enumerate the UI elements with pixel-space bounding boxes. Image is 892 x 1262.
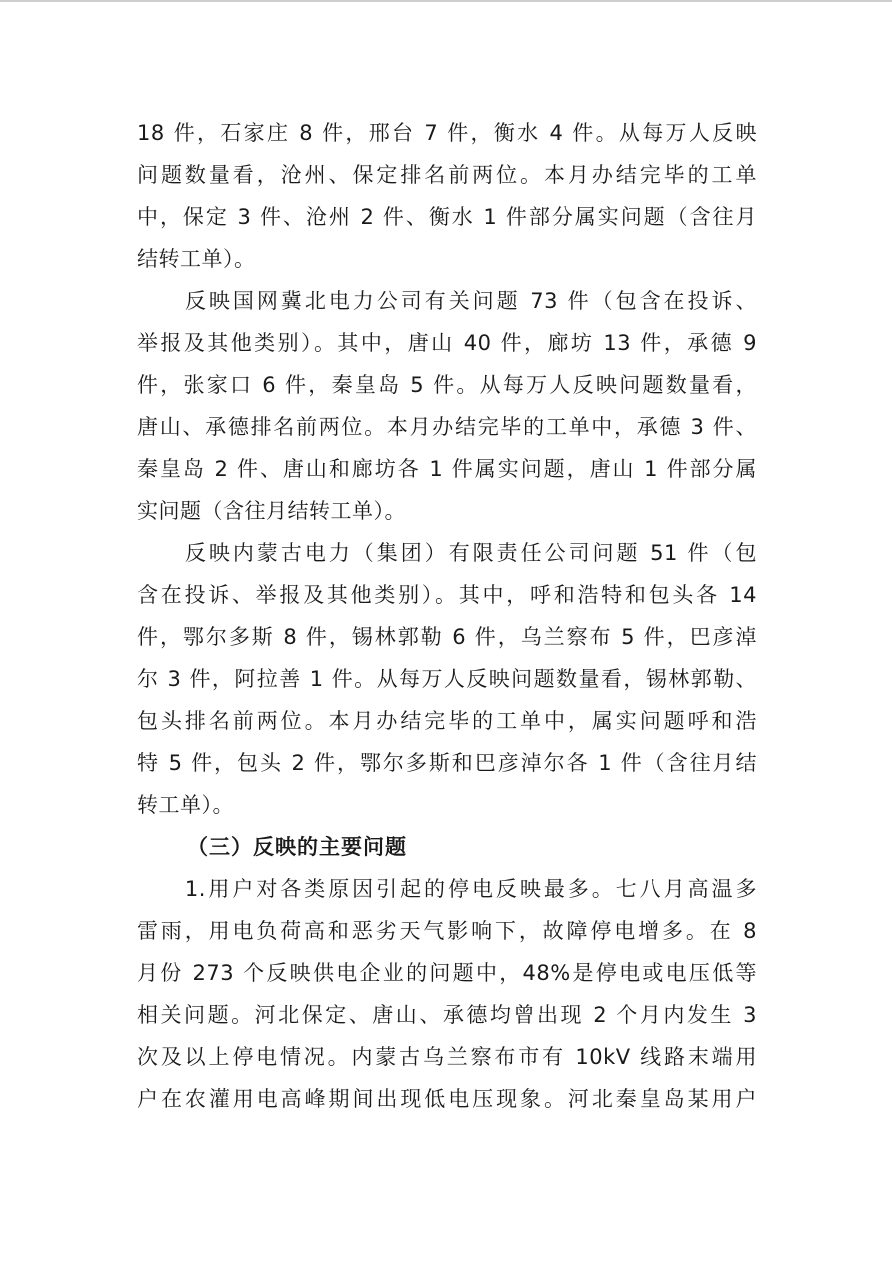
section-heading: （三）反映的主要问题 [187, 835, 407, 859]
text-line: 雷雨，用电负荷高和恶劣天气影响下，故障停电增多。在 8 [137, 919, 757, 943]
text-line: 反映内蒙古电力（集团）有限责任公司问题 51 件（包 [137, 541, 757, 565]
top-border [0, 0, 892, 2]
paragraph-jibei-power [137, 280, 757, 532]
paragraph-inner-mongolia-power [137, 532, 757, 826]
text-line: 月份 273 个反映供电企业的问题中，48%是停电或电压低等 [137, 961, 757, 985]
text-line: 包头排名前两位。本月办结完毕的工单中，属实问题呼和浩 [137, 709, 757, 733]
paragraph-continuation [137, 112, 757, 280]
text-line: 结转工单）。 [137, 247, 256, 271]
text-line: 反映国网冀北电力公司有关问题 73 件（包含在投诉、 [137, 289, 757, 313]
paragraph-main-issues [137, 868, 757, 1120]
text-line: 相关问题。河北保定、唐山、承德均曾出现 2 个月内发生 3 [137, 1003, 757, 1027]
text-line: 件，鄂尔多斯 8 件，锡林郭勒 6 件，乌兰察布 5 件，巴彦淖 [137, 625, 757, 649]
text-line: 问题数量看，沧州、保定排名前两位。本月办结完毕的工单 [137, 163, 757, 187]
text-line: 户在农灌用电高峰期间出现低电压现象。河北秦皇岛某用户 [137, 1087, 757, 1111]
text-line: 转工单）。 [137, 793, 234, 817]
text-line: 实问题（含往月结转工单）。 [137, 499, 406, 523]
document-body [137, 112, 757, 1120]
text-line: 中，保定 3 件、沧州 2 件、衡水 1 件部分属实问题（含往月 [137, 205, 757, 229]
text-line: 1.用户对各类原因引起的停电反映最多。七八月高温多 [137, 877, 757, 901]
text-line: 举报及其他类别）。其中，唐山 40 件，廊坊 13 件，承德 9 [137, 331, 757, 355]
text-line: 件，张家口 6 件，秦皇岛 5 件。从每万人反映问题数量看， [137, 373, 757, 397]
text-line: 18 件，石家庄 8 件，邢台 7 件，衡水 4 件。从每万人反映 [137, 121, 757, 145]
text-line: 次及以上停电情况。内蒙古乌兰察布市有 10kV 线路末端用 [137, 1045, 757, 1069]
text-line: 秦皇岛 2 件、唐山和廊坊各 1 件属实问题，唐山 1 件部分属 [137, 457, 757, 481]
text-line: 特 5 件，包头 2 件，鄂尔多斯和巴彦淖尔各 1 件（含往月结 [137, 751, 757, 775]
text-line: 尔 3 件，阿拉善 1 件。从每万人反映问题数量看，锡林郭勒、 [137, 667, 757, 691]
text-line: 唐山、承德排名前两位。本月办结完毕的工单中，承德 3 件、 [137, 415, 757, 439]
text-line: 含在投诉、举报及其他类别）。其中，呼和浩特和包头各 14 [137, 583, 757, 607]
